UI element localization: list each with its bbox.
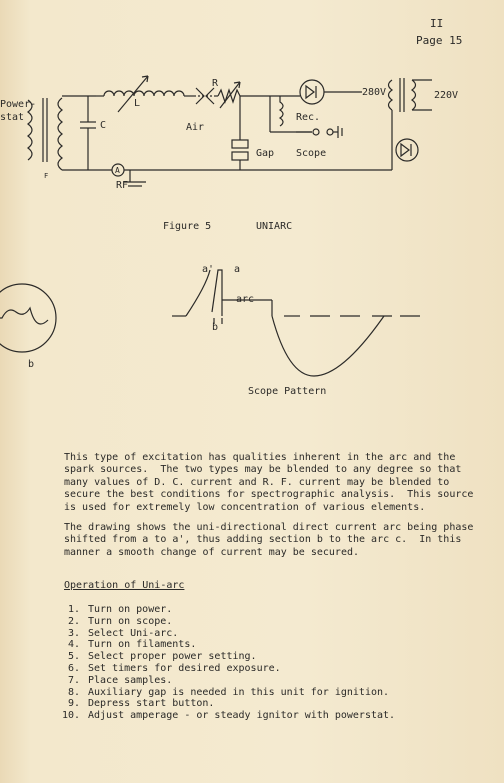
operation-step xyxy=(60,604,395,616)
operation-step xyxy=(60,628,395,640)
scope-screen-inset xyxy=(0,284,56,352)
operation-heading: Operation of Uni-arc xyxy=(64,580,185,591)
powerstat-label-line2: stat xyxy=(0,112,25,123)
step-text: Turn on scope. xyxy=(88,615,173,627)
step-text: Depress start button. xyxy=(88,698,215,710)
step-text: Select proper power setting. xyxy=(88,651,257,663)
operation-step xyxy=(60,675,395,687)
paragraph-excitation: This type of excitation has qualities inherent in the arc and the spark sources. The two types may be blended to any degree so that many values of D. C. current and R. F. current may be blended to secure the best conditions for spectrographic analysis. This source is used for extremely low concentration of various elements. xyxy=(64,452,474,513)
step-number: 9. xyxy=(67,698,80,710)
step-text: Turn on filaments. xyxy=(88,639,197,651)
gap-electrode-lower xyxy=(232,152,248,160)
step-number: 7. xyxy=(67,674,80,686)
operation-step xyxy=(60,710,395,722)
step-number: 8. xyxy=(67,686,80,698)
resistor-label: R xyxy=(212,78,219,89)
gap-label: Gap xyxy=(256,148,275,159)
step-number: 2. xyxy=(67,615,80,627)
step-text: Set timers for desired exposure. xyxy=(88,662,281,674)
figure-title: UNIARC xyxy=(256,221,293,232)
step-text: Select Uni-arc. xyxy=(88,627,179,639)
step-number: 4. xyxy=(67,639,80,651)
inductor-label: L xyxy=(134,98,141,109)
capacitor-label: C xyxy=(100,120,107,131)
step-number: 1. xyxy=(67,604,80,615)
ammeter-label: A xyxy=(115,166,120,175)
step-text: Adjust amperage - or steady ignitor with powerstat. xyxy=(88,710,396,722)
auxiliary-tube xyxy=(396,139,418,161)
output-transformer-coil-right xyxy=(412,80,416,110)
step-number: 3. xyxy=(67,627,80,639)
air-gap-label: Air xyxy=(186,122,205,133)
output-transformer-coil-left xyxy=(389,80,393,110)
step-text: Turn on power. xyxy=(88,604,173,615)
operation-step xyxy=(60,663,395,675)
operation-step xyxy=(60,698,395,710)
transformer-secondary-coil xyxy=(58,98,62,170)
operation-step xyxy=(60,687,395,699)
label-b: b xyxy=(212,322,219,333)
scope-pattern-caption: Scope Pattern xyxy=(248,386,327,397)
step-number: 5. xyxy=(67,651,80,663)
operation-steps xyxy=(60,604,395,722)
operation-step xyxy=(60,639,395,651)
scope-pattern-waveform xyxy=(172,270,420,376)
label-a-prime: a' xyxy=(202,264,215,275)
rectifier-label: Rec. xyxy=(296,112,321,123)
step-text: Auxiliary gap is needed in this unit for ignition. xyxy=(88,686,390,698)
voltage-280-label: 280V xyxy=(362,87,387,98)
rectifier-coil xyxy=(280,96,283,126)
paragraph-drawing: The drawing shows the uni-directional direct current arc being phase shifted from a to a', thus adding section b to the arc c. In this manner a smooth change of current may be secured. xyxy=(64,522,474,558)
scope-screen-trace xyxy=(0,308,48,324)
step-number: 6. xyxy=(67,662,80,674)
corner-mark: F xyxy=(44,172,49,180)
inset-label: b xyxy=(28,359,35,370)
label-arc: arc xyxy=(236,294,255,305)
step-text: Place samples. xyxy=(88,674,173,686)
section-number: II xyxy=(430,17,444,30)
inductor-coil xyxy=(104,91,184,96)
step-number: 10. xyxy=(61,710,80,722)
rf-label: RF xyxy=(116,180,129,191)
voltage-220-label: 220V xyxy=(434,90,459,101)
gap-electrode-upper xyxy=(232,140,248,148)
label-a: a xyxy=(234,264,241,275)
operation-step xyxy=(60,651,395,663)
page-number: Page 15 xyxy=(416,34,463,47)
figure-caption: Figure 5 xyxy=(163,221,212,232)
scope-label: Scope xyxy=(296,148,327,159)
rectifier-tube xyxy=(300,80,324,104)
powerstat-label-line1: Power- xyxy=(0,99,37,110)
operation-step xyxy=(60,616,395,628)
